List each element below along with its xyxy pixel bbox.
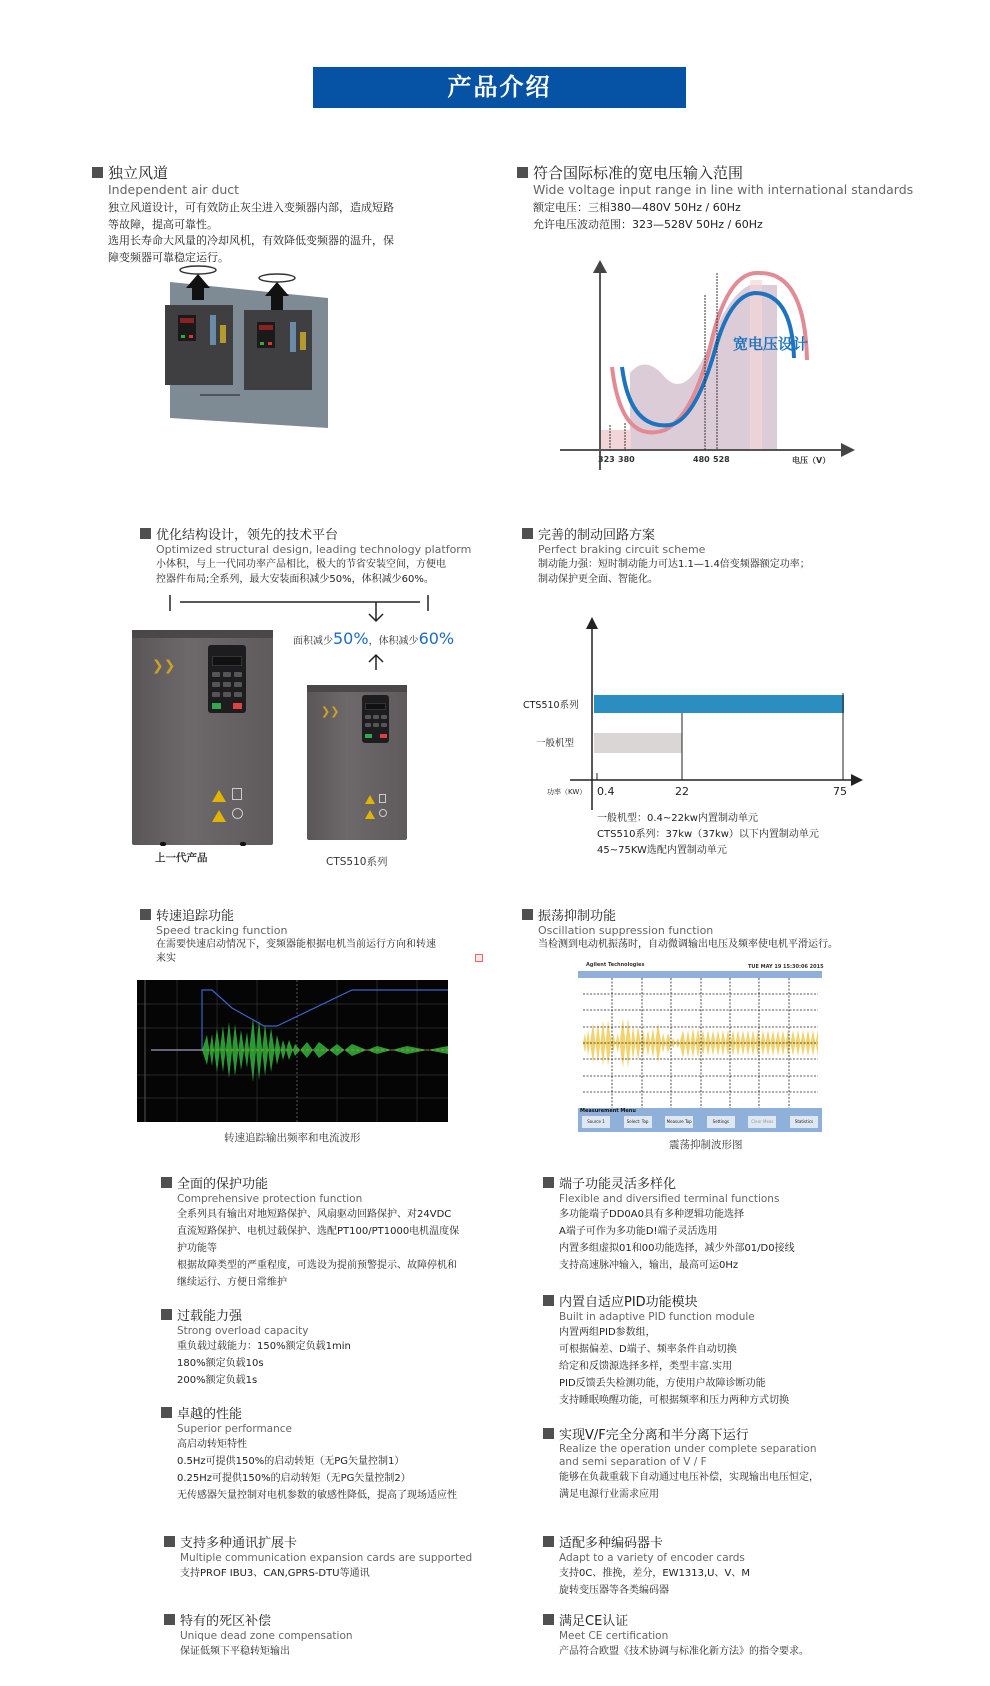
scope-menu-bar [578, 1108, 822, 1132]
section-subtitle: Oscillation suppression function [538, 924, 714, 937]
section-body: 额定电压：三相380—480V 50Hz / 60Hz 允许电压波动范围：323—528V 50Hz / 60Hz [533, 201, 763, 231]
caption-previous-generation: 上一代产品 [155, 852, 208, 864]
scope-softkey: Statistics [790, 1116, 818, 1128]
section-subtitle: Speed tracking function [156, 924, 288, 937]
tick-75: 75 [833, 785, 847, 798]
section-body: 能够在负裁重载下自动通过电压补偿，实现输出电压恒定， 满足电源行业需求应用 [559, 1472, 819, 1500]
caption-cts510: CTS510系列 [326, 856, 388, 868]
braking-power-chart [520, 615, 890, 865]
broken-image-icon [475, 954, 483, 962]
section-title: 端子功能灵活多样化 [543, 1173, 795, 1192]
bullet-square-icon [543, 1428, 554, 1439]
tick-0-4: 0.4 [597, 785, 615, 798]
section-body: 小体积，与上一代同功率产品相比，极大的节省安装空间，方便电 控器件布局;全系列，最大安装面积减少50%，体积减少60%。 [156, 559, 446, 585]
oscillation-scope-image [578, 962, 822, 1132]
section-body: 重负载过载能力：150%额定负载1min 180%额定负载10s 200%额定负载1s [177, 1341, 351, 1386]
bullet-square-icon [161, 1407, 172, 1418]
brand-logo-icon: ❯❯ [321, 705, 340, 718]
bullet-square-icon [543, 1614, 554, 1625]
page-title-banner: 产品介绍 [313, 67, 686, 108]
scope-softkey: Select: Top [624, 1116, 652, 1128]
bullet-square-icon [522, 528, 533, 539]
bullet-square-icon [543, 1536, 554, 1547]
bullet-square-icon [161, 1177, 172, 1188]
braking-notes: 一般机型：0.4~22kw内置制动单元 CTS510系列：37kw（37kw）以下内置制动单元 45~75KW选配内置制动单元 [597, 813, 819, 856]
section-subtitle: Flexible and diversified terminal functions [559, 1193, 780, 1205]
previous-generation-drive-image [132, 630, 273, 845]
axis-label-voltage: 电压（V） [792, 456, 831, 465]
section-body: 独立风道设计，可有效防止灰尘进入变频器内部，造成短路 等故障，提高可靠性。 选用长寿命大风量的冷却风机，有效降低变频器的温升，保 障变频器可靠稳定运行。 [108, 201, 394, 264]
section-body: 支持PROF IBU3、CAN,GPRS-DTU等通讯 [180, 1568, 370, 1579]
bullet-square-icon [164, 1614, 175, 1625]
bullet-square-icon [140, 909, 151, 920]
section-title: 适配多种编码器卡 [543, 1532, 750, 1551]
bullet-square-icon [92, 167, 103, 178]
section-title: 过载能力强 [161, 1305, 351, 1324]
section-oscillation [522, 905, 838, 952]
section-overload [161, 1305, 351, 1389]
tick-22: 22 [675, 785, 689, 798]
section-subtitle: Realize the operation under complete separation and semi separation of V / F [559, 1443, 817, 1468]
section-body: 支持0C、推挽，差分，EW1313,U、V、M 旋转变压器等各类编码器 [559, 1568, 750, 1596]
structure-comparison [130, 595, 490, 875]
section-subtitle: Wide voltage input range in line with international standards [533, 182, 914, 197]
section-title: 支持多种通讯扩展卡 [164, 1532, 472, 1551]
section-title: 特有的死区补偿 [164, 1610, 353, 1629]
section-body: 产品符合欧盟《技术协调与标准化新方法》的指令要求。 [559, 1646, 809, 1657]
section-subtitle: Adapt to a variety of encoder cards [559, 1552, 745, 1564]
section-body: 多功能端子DD0A0具有多种逻辑功能选择 A端子可作为多功能D!端子灵活选用 内置多组虚拟01和00功能选择，减少外部01/D0接线 支持高速脉冲输入，输出，最高可运0Hz [559, 1209, 795, 1271]
scope-brand: Agilent Technologies [586, 962, 645, 968]
caption-oscillation: 震荡抑制波形图 [669, 1139, 743, 1151]
section-title: 完善的制动回路方案 [522, 524, 810, 543]
cts510-drive-image [307, 685, 407, 840]
section-performance [161, 1403, 457, 1504]
section-subtitle: Independent air duct [108, 182, 240, 197]
section-title: 转速追踪功能 [140, 905, 436, 924]
section-title: 全面的保护功能 [161, 1173, 459, 1192]
bullet-square-icon [522, 909, 533, 920]
section-title: 独立风道 [92, 162, 394, 183]
scope-timestamp: TUE MAY 19 15:30:06 2015 [748, 964, 824, 970]
category-cts510: CTS510系列 [523, 700, 579, 711]
section-body: 全系列具有输出对地短路保护、风扇驱动回路保护、对24VDC 直流短路保护、电机过载保护、选配PT100/PT1000电机温度保 护功能等 根据故障类型的严重程度，可选设为提前预警提示、故障停机和 继续运行、方便日常维护 [177, 1209, 460, 1288]
section-title: 实现V/F完全分离和半分离下运行 [543, 1424, 819, 1443]
section-title: 满足CE认证 [543, 1610, 809, 1629]
scope-softkey: Source 1 [582, 1116, 610, 1128]
brand-logo-icon: ❯❯ [152, 658, 176, 674]
section-title: 振荡抑制功能 [522, 905, 838, 924]
section-vf-separation [543, 1424, 819, 1503]
section-wide-voltage [517, 162, 913, 233]
section-communication-cards [164, 1532, 472, 1582]
section-title: 优化结构设计，领先的技术平台 [140, 524, 471, 543]
section-title: 卓越的性能 [161, 1403, 457, 1422]
air-duct-illustration [160, 260, 330, 430]
section-body: 内置两组PID参数组， 可根据偏差、D端子、频率条件自动切换 给定和反馈源选择多样，类型丰富.实用 PID反馈丢失检测功能，方使用户故障诊断功能 支持睡眠唤醒功能，可根据频率和压力两种方式切换 [559, 1327, 789, 1406]
section-dead-zone [164, 1610, 353, 1660]
section-subtitle: Unique dead zone compensation [180, 1630, 353, 1642]
section-body: 当检测到电动机振荡时，自动微调输出电压及频率使电机平滑运行。 [538, 939, 838, 950]
speed-tracking-waveform [137, 980, 448, 1122]
section-encoder-cards [543, 1532, 750, 1599]
section-air-duct [92, 162, 394, 266]
bullet-square-icon [517, 167, 528, 178]
category-general: 一般机型 [536, 738, 575, 749]
section-subtitle: Perfect braking circuit scheme [538, 543, 706, 556]
section-subtitle: Optimized structural design, leading technology platform [156, 543, 472, 556]
section-body: 在需要快速启动情况下，变频器能根据电机当前运行方向和转速 来实 [156, 939, 436, 964]
scope-softkey: Measure Top [665, 1116, 693, 1128]
section-subtitle: Multiple communication expansion cards are supported [180, 1552, 473, 1564]
section-title: 符合国际标准的宽电压输入范围 [517, 162, 913, 183]
section-speed-tracking [140, 905, 436, 966]
wide-voltage-label: 宽电压设计 [733, 335, 809, 353]
bullet-square-icon [543, 1177, 554, 1188]
section-subtitle: Superior performance [177, 1423, 293, 1435]
reduction-note: 面积减少50%，体积减少60% [293, 629, 455, 648]
section-braking [522, 524, 810, 587]
section-title: 内置自适应PID功能模块 [543, 1291, 789, 1310]
section-structure [140, 524, 471, 587]
tick-323: 323 [598, 455, 615, 464]
section-body: 高启动转矩特性 0.5Hz可提供150%的启动转矩（无PG矢量控制1） 0.25Hz可提供150%的启动转矩（无PG矢量控制2） 无传感器矢量控制对电机参数的敏感性降低，提高了现场适应性 [177, 1439, 457, 1501]
section-protection [161, 1173, 459, 1291]
section-subtitle: Comprehensive protection function [177, 1193, 363, 1205]
wide-voltage-chart [555, 255, 865, 470]
bullet-square-icon [161, 1309, 172, 1320]
section-subtitle: Meet CE certification [559, 1630, 669, 1642]
section-subtitle: Built in adaptive PID function module [559, 1311, 755, 1323]
bullet-square-icon [140, 528, 151, 539]
scope-softkey: Settings [707, 1116, 735, 1128]
scope-menu-title: Measurement Menu [580, 1108, 636, 1114]
section-ce-certification [543, 1610, 809, 1660]
tick-528: 528 [713, 455, 730, 464]
bullet-square-icon [543, 1295, 554, 1306]
section-subtitle: Strong overload capacity [177, 1325, 309, 1337]
section-pid [543, 1291, 789, 1409]
tick-480: 480 [693, 455, 710, 464]
bullet-square-icon [164, 1536, 175, 1547]
section-body: 保证低频下平稳转矩输出 [180, 1646, 290, 1657]
section-body: 制动能力强：短时制动能力可达1.1—1.4倍变频器额定功率； 制动保护更全面、智能化。 [538, 559, 810, 585]
scope-softkey: Clear Meas [748, 1116, 776, 1128]
axis-label-power: 功率（KW） [547, 788, 587, 796]
section-terminal [543, 1173, 795, 1274]
caption-speed-tracking: 转速追踪输出频率和电流波形 [224, 1132, 361, 1144]
tick-380: 380 [618, 455, 635, 464]
